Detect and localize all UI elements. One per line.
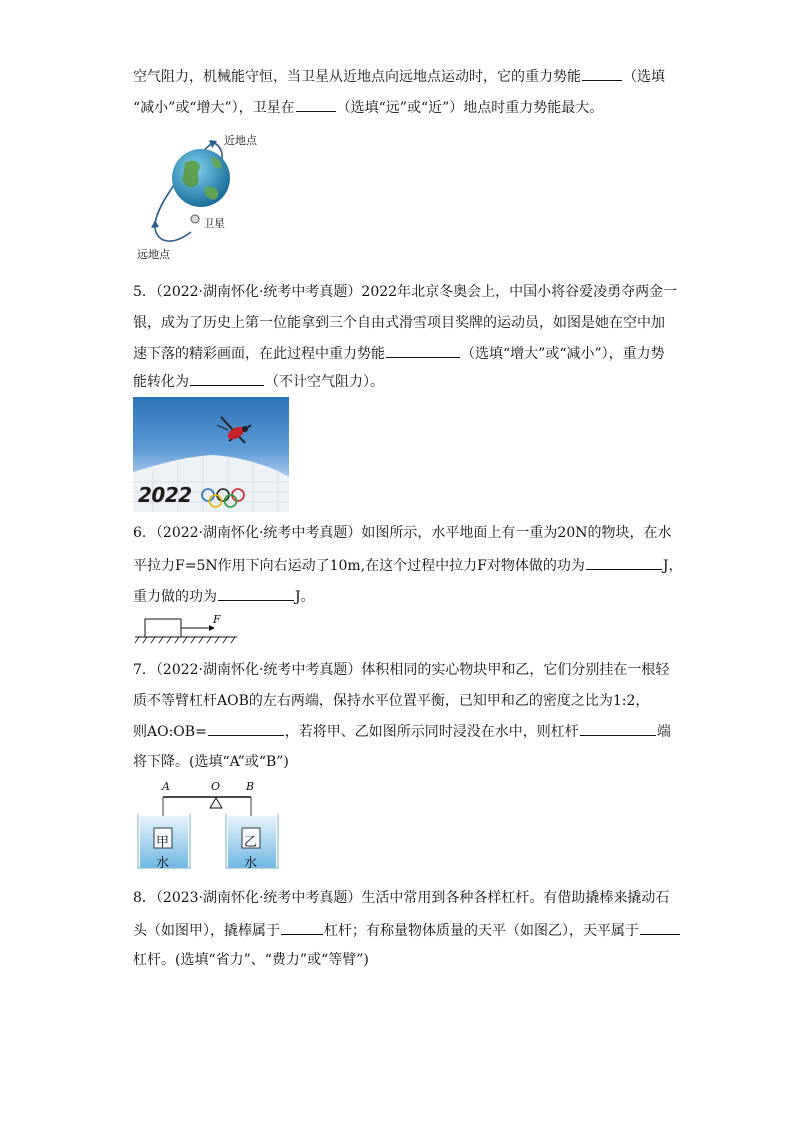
q5-line-1: 5．（2022·湖南怀化·统考中考真题）2022年北京冬奥会上，中国小将谷爱凌勇夺两金一 [133,284,678,300]
answer-blank[interactable] [640,921,680,935]
ground-hatching [135,637,235,643]
water-left-label: 水 [156,856,170,871]
perigee-label: 近地点 [224,134,257,147]
block-yi-label: 乙 [244,835,258,850]
q8-line-1: 8．（2023·湖南怀化·统考中考真题）生活中常用到各种各样杠杆。有借助撬棒来撬动石 [133,890,670,906]
water-right-label: 水 [244,856,258,871]
orbit-diagram [133,128,273,263]
q6-line-1: 6．（2022·湖南怀化·统考中考真题）如图所示，水平地面上有一重为20N的物块，在水 [133,525,672,541]
answer-blank[interactable] [580,722,656,736]
q7-line-4: 将下降。(选填“A”或“B”) [133,754,289,770]
skier-icon [217,417,251,443]
q5-line-2: 银，成为了历史上第一位能拿到三个自由式滑雪项目奖牌的运动员，如图是她在空中加 [133,315,665,331]
orbit-arrow-icon [151,220,159,228]
photo-year-text: 2022 [138,483,192,507]
q7-line-3: 则AO:OB= ，若将甲、乙如图所示同时浸没在水中，则杠杆 端 [133,724,671,740]
q4-line-1: 空气阻力，机械能守恒，当卫星从近地点向远地点运动时，它的重力势能 （选填 [133,69,665,85]
lever-end-a-label: A [162,780,170,793]
q8-line-3: 杠杆。(选填“省力”、“费力”或“等臂”) [133,952,369,968]
q6-line-2: 平拉力F=5N作用下向右运动了10m,在这个过程中拉力F对物体做的功为 J， [133,558,683,574]
lever-figure [133,780,293,872]
q4-line-2: “减小”或“增大”），卫星在 （选填“远”或“近”）地点时重力势能最大。 [133,100,604,116]
apogee-label: 远地点 [137,248,170,261]
force-label: F [213,613,221,626]
q8-line-2: 头（如图甲），撬棒属于 杠杆；有称量物体质量的天平（如图乙），天平属于 [133,921,681,940]
orbit-figure [133,128,273,263]
block-figure [133,612,243,650]
q7-line-2: 质不等臂杠杆AOB的左右两端，保持水平位置平衡，已知甲和乙的密度之比为1:2， [133,693,650,709]
answer-blank[interactable] [208,722,284,736]
fulcrum-icon [210,798,222,808]
block-shape [145,619,181,637]
q5-line-3: 速下落的精彩画面，在此过程中重力势能 （选填“增大”或“减小”），重力势 [133,346,665,362]
answer-blank[interactable] [586,556,662,570]
answer-blank[interactable] [218,587,294,601]
ski-jump-photo [133,397,289,512]
lever-end-b-label: B [246,780,255,793]
q5-line-4: 能转化为 （不计空气阻力）。 [133,374,384,390]
answer-blank[interactable] [386,344,460,358]
block-jia-label: 甲 [156,835,170,850]
answer-blank[interactable] [190,372,264,386]
block-diagram [133,612,243,650]
answer-blank[interactable] [296,98,336,112]
q6-line-3: 重力做的功为 J。 [133,589,315,605]
satellite-icon [191,215,199,223]
satellite-label: 卫星 [203,217,225,230]
q7-line-1: 7．（2022·湖南怀化·统考中考真题）体积相同的实心物块甲和乙，它们分别挂在一根轻 [133,662,670,678]
answer-blank[interactable] [281,921,323,935]
answer-blank[interactable] [582,67,622,81]
fulcrum-o-label: O [211,780,221,793]
earth-icon [172,149,230,207]
